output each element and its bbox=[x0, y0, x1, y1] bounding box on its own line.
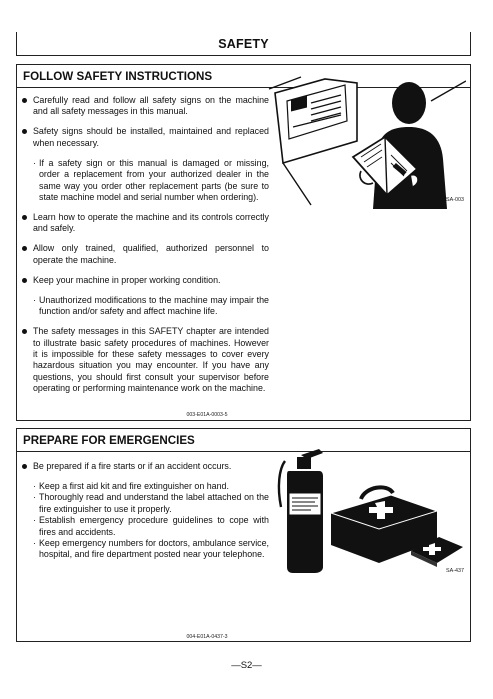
section-follow-safety-instructions bbox=[16, 64, 471, 421]
list-item: The safety messages in this SAFETY chapter are intended to illustrate basic safety procedures of machines. However it is impossible for these safety messages to cover every hazardous situation you may encounter. If you have any questions, you should first consult your supervisor before operating or performing maintenance work on the machine. bbox=[17, 326, 269, 394]
section-title: PREPARE FOR EMERGENCIES bbox=[23, 434, 195, 447]
sub-item-text: If a safety sign or this manual is damaged or missing, order a replacement from your authorized dealer in the same way you order other replacement parts (be sure to state machine model and serial number when ordering). bbox=[39, 157, 269, 203]
reference-code: 004-E01A-0437-3 bbox=[186, 634, 228, 640]
sub-list bbox=[17, 481, 269, 561]
emergency-equipment-illustration bbox=[261, 447, 466, 575]
figure-code: SA-437 bbox=[446, 568, 464, 574]
page-title: SAFETY bbox=[218, 37, 269, 51]
sub-item-text: Keep emergency numbers for doctors, ambulance service, hospital, and fire department posted near your telephone. bbox=[39, 538, 269, 560]
page-number: —S2— bbox=[231, 660, 262, 671]
section-prepare-for-emergencies bbox=[16, 428, 471, 642]
sub-item: · Keep emergency numbers for doctors, ambulance service, hospital, and fire department posted near your telephone. bbox=[33, 538, 269, 560]
sub-item: · If a safety sign or this manual is damaged or missing, order a replacement from your authorized dealer in the same way you order other replacement parts (be sure to state machine model and serial number when ordering). bbox=[33, 157, 269, 203]
sub-item: · Thoroughly read and understand the label attached on the fire extinguisher to use it properly. bbox=[33, 492, 269, 514]
list-item: Allow only trained, qualified, authorized personnel to operate the machine. bbox=[17, 243, 269, 266]
reference-code: 003-E01A-0003-5 bbox=[186, 412, 228, 418]
sub-item: · Unauthorized modifications to the machine may impair the function and/or safety and affect machine life. bbox=[33, 294, 269, 317]
list-item: Learn how to operate the machine and its controls correctly and safely. bbox=[17, 212, 269, 235]
sub-item: · Establish emergency procedure guidelines to cope with fires and accidents. bbox=[33, 515, 269, 537]
instructions-list bbox=[17, 95, 269, 403]
sub-item-text: Thoroughly read and understand the label attached on the fire extinguisher to use it properly. bbox=[39, 492, 269, 514]
list-item: Carefully read and follow all safety signs on the machine and all safety messages in this manual. bbox=[17, 95, 269, 118]
list-item: Be prepared if a fire starts or if an accident occurs. bbox=[17, 461, 269, 472]
sub-item-text: Establish emergency procedure guidelines to cope with fires and accidents. bbox=[39, 515, 269, 537]
sub-item-text: Unauthorized modifications to the machine may impair the function and/or safety and affect machine life. bbox=[39, 294, 269, 317]
list-item: Keep your machine in proper working condition. bbox=[17, 275, 269, 286]
sub-item-text: Keep a first aid kit and fire extinguisher on hand. bbox=[39, 481, 229, 491]
emergency-list bbox=[17, 461, 269, 561]
sub-item: · Keep a first aid kit and fire extinguisher on hand. bbox=[33, 481, 229, 491]
figure-code: SA-003 bbox=[446, 197, 464, 203]
page-header bbox=[16, 32, 471, 56]
section-title: FOLLOW SAFETY INSTRUCTIONS bbox=[23, 70, 213, 83]
reading-manual-illustration bbox=[261, 71, 466, 209]
list-item: Safety signs should be installed, maintained and replaced when necessary. bbox=[17, 126, 269, 149]
